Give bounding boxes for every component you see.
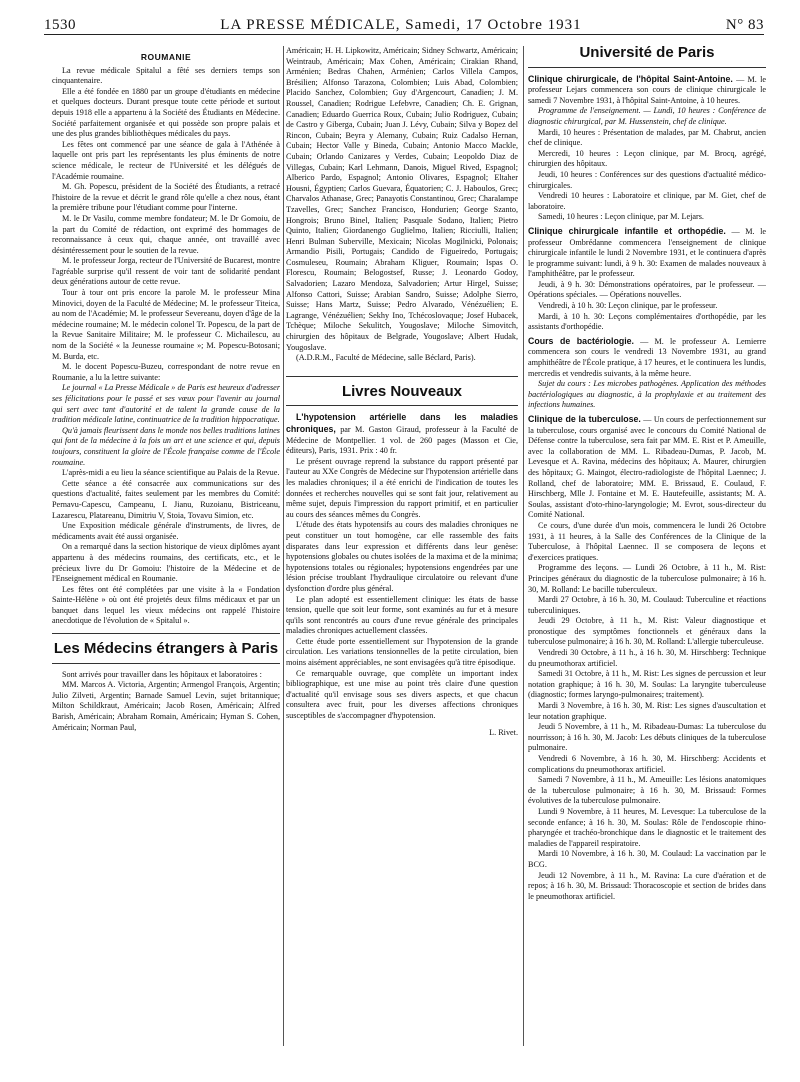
paragraph: Mardi, 10 heures : Présentation de malades, par M. Chabrut, ancien chef de clinique. [528,127,766,148]
paragraph: Programme de l'enseignement. — Lundi, 10 heures : Conférence de diagnostic chirurgical, par M. Hussenstein, chef de clinique. [528,106,766,126]
paragraph: Cette séance a été consacrée aux communications sur des questions d'actualité, faites seulement par les membres du Comité: Pernavu-Capescu, Campeanu, I. Jianu, Ruzoianu, Bistriceanu, Lazarescu, Platareanu, Dimitriu V, Stoia, Tovavu Simion, etc. [52,478,280,520]
signature: L. Rivet. [489,727,518,737]
paragraph: Jeudi 29 Octobre, à 11 h., M. Rist: Valeur diagnostique et pronostique des symptômes fonctionnels et généraux dans la tuberculose pulmonaire; à 16 h. 30, M. Rolland: L'allergie tuberculeuse. [528,616,766,647]
paragraph: Les fêtes ont commencé par une séance de gala à l'Athénée à laquelle ont pris part les représentants les plus éminents de notre science médicale, le recteur de l'Université et les délégués de l'Académie roumaine. [52,139,280,181]
paragraph: Les fêtes ont été complétées par une visite à la « Fondation Sainte-Hélène » où ont été projetés deux films médicaux et par un banquet dans lequel les vieux médecins ont rappelé l'histoire anecdotique de l'évolution de « Spitalul ». [52,584,280,626]
page-header [44,14,764,35]
paragraph: Le présent ouvrage reprend la substance du rapport présenté par l'auteur au XXe Congrès de Médecine sur l'hypotension artérielle dans les maladies chroniques; il a été enrichi de l'indication de toutes les données et recherches nouvelles qui se sont fait jour, relativement au même sujet, depuis l'impression du rapport primitif, et en particulier au cours des séances mêmes du Congrès. [286,456,518,519]
course-heading: Clinique chirurgicale infantile et orthopédie. [528,225,726,236]
paragraph: M. le professeur Jorga, recteur de l'Université de Bucarest, montre l'agréable surprise qu'il ressent de voir tant de solidarité pendant deux générations autour de cette revue. [52,256,280,287]
course-text: — M. le professeur Lejars commencera son cours de clinique chirurgicale le samedi 7 Novembre 1931, à l'hôpital Saint-Antoine, à 10 heures. [528,74,766,105]
paragraph: Mardi 3 Novembre, à 16 h. 30, M. Rist: Les signes d'auscultation et leur notation graphique. [528,701,766,721]
section-rule [286,376,518,377]
column-2 [286,46,518,1076]
section-rule [52,633,280,634]
paragraph: Sujet du cours : Les microbes pathogènes. Application des méthodes bactériologiques au diagnostic, à la prophylaxie et au traitement des infections humaines. [528,379,766,410]
section-title-roumanie: ROUMANIE [140,52,192,62]
section-title-livres: Livres Nouveaux [341,382,463,400]
book-title: L'hypotension artérielle dans les maladies chroniques, [286,412,518,434]
journal-title: LA PRESSE MÉDICALE, Samedi, 17 Octobre 1931 [220,17,582,33]
column-3 [528,46,766,1076]
paragraph: L'étude des états hypotensifs au cours des maladies chroniques ne peut constituer un tout homogène, car elle rassemble des faits disparates dans leur expression et différents dans leur genèse: hypotensions globales ou chutes isolées de la maxima et de la minima; hypotensions totales ou régionales; hypotensions engendrées par une lésion précise troublant l'hydraulique circulatoire ou relevant d'une dysfonction d'ordre plus général. [286,520,518,593]
letter-paragraph: Qu'à jamais fleurissent dans le monde nos belles traditions latines qui font de la médecine à la fois un art et une science et qui, depuis toujours, constituent la gloire de l'École française comme de l'École roumaine. [52,425,280,467]
issue-number: N° 83 [725,17,764,33]
book-reference: par M. Gaston Giraud, professeur à la Faculté de Médecine de Montpellier. 1 vol. de 260 pages (Masson et Cie, éditeurs), Paris, 1931. Prix : 40 fr. [286,425,518,456]
paragraph: M. le Dr Vasilu, comme membre fondateur; M. le Dr Gomoiu, de la part du Comité de rédaction, ont exprimé des hommages de reconnaissance à ceux qui, chaque année, ont travaillé avec désintéressement pour le soutien de la revue. [52,213,280,255]
column-divider [283,46,284,1046]
paragraph: Mardi 27 Octobre, à 16 h. 30, M. Coulaud: Tuberculine et réactions tuberculiniques. [528,595,766,615]
paragraph: Ce remarquable ouvrage, que complète un important index bibliographique, est une mise au point très claire d'une question d'actualité qu'il envisage sous ses divers aspects, et que chacun consultera avec fruit, pour les diverses affections chroniques susceptibles de s'accompagner d'hypotension. [286,668,518,721]
paragraph: Le plan adopté est essentiellement clinique: les états de basse tension, quelle que soit leur forme, sont examinés au fur et à mesure qu'ils sont rencontrés au cours d'une revue générale des principales maladies chroniques actuellement classées. [286,594,518,636]
paragraph: Mardi 10 Novembre, à 16 h. 30, M. Coulaud: La vaccination par le BCG. [528,849,766,869]
paragraph: L'après-midi a eu lieu la séance scientifique au Palais de la Revue. [62,468,280,478]
paragraph: Jeudi 12 Novembre, à 11 h., M. Ravina: La cure d'aération et de repos; à 16 h. 30, M. Brissaud: Thoracoscopie et section de brides dans le pneumothorax artificiel. [528,870,766,901]
letter-paragraph: Le journal « La Presse Médicale » de Paris est heureux d'adresser ses félicitations pour le passé et ses vœux pour l'avenir au journal qui sert avec tant d'autorité et de talent la grande cause de la tradition médicale latine, continuatrice de la tradition hippocratique. [52,383,280,425]
paragraph: Tour à tour ont pris encore la parole M. le professeur Mina Minovici, doyen de la Faculté de Médecine; M. le professeur Titeica, au nom de l'Académie; M. le professeur Severeanu, doyen d'âge de la médecine roumaine; M. le médecin colonel Tr. Popescu, de la part de la Revue Sanitaire Militaire; M. le professeur C. Michailescu, au nom de la Société « la Jeunesse roumaine »; M. Popescu-Botosani; M. Burda, etc. [52,288,280,361]
paragraph: Ce cours, d'une durée d'un mois, commencera le lundi 26 Octobre 1931, à 11 heures, à la Salle des Conférences de la Clinique de la Tuberculose, à l'hôpital Laennec. Il se composera de leçons et d'exercices pratiques. [528,520,766,562]
paragraph: Elle a été fondée en 1880 par un groupe d'étudiants en médecine et quelques docteurs. Durant presque toute cette période et surtout depuis 1918 elle a appartenu à la Société des Étudiants en Médecine. Société parfaitement organisée et qui possède son propre palais et une des plus grandes bibliothèques médicales du pays. [52,86,280,139]
paragraph: Mardi, à 10 h. 30: Leçons complémentaires d'orthopédie, par les assistants d'orthopédie. [528,311,766,332]
paragraph: Lundi 9 Novembre, à 11 heures, M. Levesque: La tuberculose de la seconde enfance; à 16 h. 30, M. Soulas: Rôle de l'endoscopie rhino-pharyngée et trachéo-bronchique dans le diagnostic et le traitement des maladies de l'appareil respiratoire. [528,806,766,848]
paragraph: Samedi 31 Octobre, à 11 h., M. Rist: Les signes de percussion et leur notation graphique; à 16 h. 30, M. Soulas: La laryngite tuberculeuse (diagnostic; formes laryngo-pulmonaires; traitement). [528,669,766,700]
paragraph: Jeudi, 10 heures : Conférences sur des questions d'actualité médico-chirurgicales. [528,169,766,190]
section-rule [286,405,518,406]
section-title-medecins: Les Médecins étrangers à Paris [53,640,279,658]
paragraph: Cette étude porte essentiellement sur l'hypotension de la grande circulation. Les variations tensionnelles de la petite circulation, bien moins aisément appréciables, ne sont envisagées qu'à titre épisodique. [286,636,518,668]
paragraph: Samedi, 10 heures : Leçon clinique, par M. Lejars. [538,212,704,222]
course-text: — Un cours de perfectionnement sur la tuberculose, cours organisé avec le concours du Comité National de Défense contre la tuberculose, sera fait par MM. E. Rist et P. Ameuille, avec la collaboration de MM. L. Ribadeau-Dumas, P. Jacob, M. Levesque et A. Ravina, médecins des hôpitaux; A. Maurer, chirurgien des hôpitaux; G. Maingot, électro-radiologiste de l'hôpital Laennec; J. Rolland, chef de laboratoire; MM. E. Brissaud, E. Coulaud, F. Hirschberg, Mlle J. Fontaine et M. E. Hautefeuille, assistants; M. A. Soulas, assistant d'oto-rhino-laryngologie; M. Evrot, sous-directeur du Comité National. [528,415,766,520]
course-heading: Clinique de la tuberculose. [528,414,641,424]
paragraph: Sont arrivés pour travailler dans les hôpitaux et laboratoires : [62,669,262,679]
paragraph: Vendredi, à 10 h. 30: Leçon clinique, par le professeur. [538,301,718,311]
course-text: — M. le professeur A. Lemierre commencera son cours le vendredi 13 Novembre 1931, au grand amphithéâtre de l'École pratique, à 17 heures, et le continuera les lundis, mercredis et vendredis suivants, à la même heure. [528,336,766,378]
paragraph: Programme des leçons. — Lundi 26 Octobre, à 11 h., M. Rist: Principes généraux du diagnostic de la tuberculose pulmonaire; à 16 h. 30, M. Rolland: Le bacille tuberculeux. [528,563,766,594]
section-rule [52,663,280,664]
section-title-universite: Université de Paris [579,46,715,61]
paragraph: MM. Marcos A. Victoria, Argentin; Armengol François, Argentin; Julio Zilveti, Argentin; Barnade Samuel Levin, sujet britannique; Milton Schildkraut, Américain; Jacob Rosen, Américain; Alfred Barish, Américain; Abraham Romain, Américain; Hyman S. Cohen, Américain; Norman Paul, [52,680,280,732]
paragraph: Jeudi 5 Novembre, à 11 h., M. Ribadeau-Dumas: La tuberculose du nourrisson; à 16 h. 30, M. Jacob: Les débuts cliniques de la tuberculose pulmonaire. [528,722,766,753]
course-heading: Clinique chirurgicale, de l'hôpital Saint-Antoine. [528,73,733,84]
column-1 [52,46,280,1076]
course-text: — M. le professeur Ombrédanne commencera l'enseignement de clinique chirurgicale infantile le lundi 2 Novembre 1931, et le continuera d'après le programme suivant: lundi, à 9 h. 30: Examen de malades nouveaux à l'amphithéâtre, par le professeur. [528,226,766,279]
course-heading: Cours de bactériologie. [528,335,634,346]
paragraph: Samedi 7 Novembre, à 11 h., M. Ameuille: Les lésions anatomiques de la tuberculose pulmonaire; à 16 h. 30, M. Brissaud: Formes évolutives de la tuberculose pulmonaire. [528,775,766,806]
paragraph: On a remarqué dans la section historique de vieux diplômes ayant appartenu à des médecins roumains, des certificats, etc., et le précieux livre du Dr Gomoiu: l'histoire de la Médecine et de l'Enseignement médical en Roumanie. [52,542,280,584]
column-divider [523,46,524,1046]
paragraph: Vendredi 6 Novembre, à 16 h. 30, M. Hirschberg: Accidents et complications du pneumothorax artificiel. [528,754,766,774]
paragraph: M. Gh. Popescu, président de la Société des Étudiants, a retracé l'histoire de la revue et décrit le grand rôle qu'elle a chez nous, étant la première tribune pour l'étudiant comme pour l'interne. [52,182,280,213]
paragraph: Vendredi 10 heures : Laboratoire et clinique, par M. Giet, chef de laboratoire. [528,191,766,211]
paragraph: M. le docent Popescu-Buzeu, correspondant de notre revue en Roumanie, a lu la lettre suivante: [52,362,280,382]
paragraph: Mercredi, 10 heures : Leçon clinique, par M. Brocq, agrégé, chirurgien des hôpitaux. [528,148,766,169]
page-number: 1530 [44,17,76,33]
paragraph: (A.D.R.M., Faculté de Médecine, salle Béclard, Paris). [296,353,476,363]
paragraph: Une Exposition médicale générale d'instruments, de livres, de médicaments avait été aussi organisée. [52,521,280,541]
paragraph: Américain; H. H. Lipkowitz, Américain; Sidney Schwartz, Américain; Weintraub, Américain; Max Cohen, Américain; Cirakian Rhand, Arménien; Bedras Chahen, Arménien; Carlos Villela Campos, Brésilien; Alfonso Tarazona, Colombien; Luis Abad, Colombien; Placido Sanchez, Colombien; Guy d'Argencourt, Canadien; J. M. Roussel, Canadien; Rodrigue Lefebvre, Canadien; Ch. E. Grignan, Canadien; Eduardo Guerrica Roux, Cubain; Julio Rodriguez, Cubain; de Castro y Giberga, Cubain; Juan J. Lévy, Cubain; Silva y Bopez del Rincon, Cubain; Beyra y Alemany, Cubain; Ruiz Cadalso Hernan, Cubain; Hector Valle y Bineda, Cubain; Antonio Macco Mackle, Cubain; Orlando Canizares y Verdes, Cubain; Leopoldo Diaz de Villegas, Cubain; Karl Lehmann, Danois, Miguel Rived, Espagnol; Alberico Pardo, Espagnol; Antonio Olivares, Espagnol; Eltaher Housni, Égyptien; Carlos Guevara, Équatorien; C. J. Haboulos, Grec; Charvalos Athanase, Grec; Panayotis Constantinou, Grec; Charalampe Tzavelles, Grec; Sanchez Francisco, Hondurien; George Szanto, Hongrois; Bruno Binel, Italien; Pasquale Sodano, Italien; Pietro Quinto, Italien; Giordanengo Guglielmo, Italien; Ricciulli, Italien; Henri Bulman Suberville, Mexicain; Nicolas Mogilnicki, Polonais; Armandio Pisili, Portugais; Candido de Figueiredo, Portugais; Cosmuleseu, Roumain; Abraham Kliguer, Roumain; Ispas O. Florescu, Roumain; Belogostsef, Russe; J. Leonardo Godoy, Salvadorien; Lazaro Mendoza, Salvadorien; Artur Hirgel, Suisse; Alfonso Cattori, Suisse; Arabian Sandro, Suisse; Adolphe Sierro, Suisse; Hans Martz, Suisse; Pedro Alvarado, Vénézuélien; E. Lagrange, Vénézuélien; Sekhy Ino, Tchécoslovaque; Josef Hubacek, Tchèque; Miloche Sekulitch, Yougoslave; Miloche Simovitch, chirurgien des hôpitaux de Belgrade, Yougoslave; Albert Hudak, Yougoslave. [286,46,518,352]
section-rule [528,67,766,68]
paragraph: Vendredi 30 Octobre, à 11 h., à 16 h. 30, M. Hirschberg: Technique du pneumothorax artificiel. [528,648,766,668]
paragraph: La revue médicale Spitalul a fêté ses derniers temps son cinquantenaire. [52,65,280,86]
paragraph: Jeudi, à 9 h. 30: Démonstrations opératoires, par le professeur. — Opérations spéciales. — Opérations nouvelles. [528,279,766,300]
